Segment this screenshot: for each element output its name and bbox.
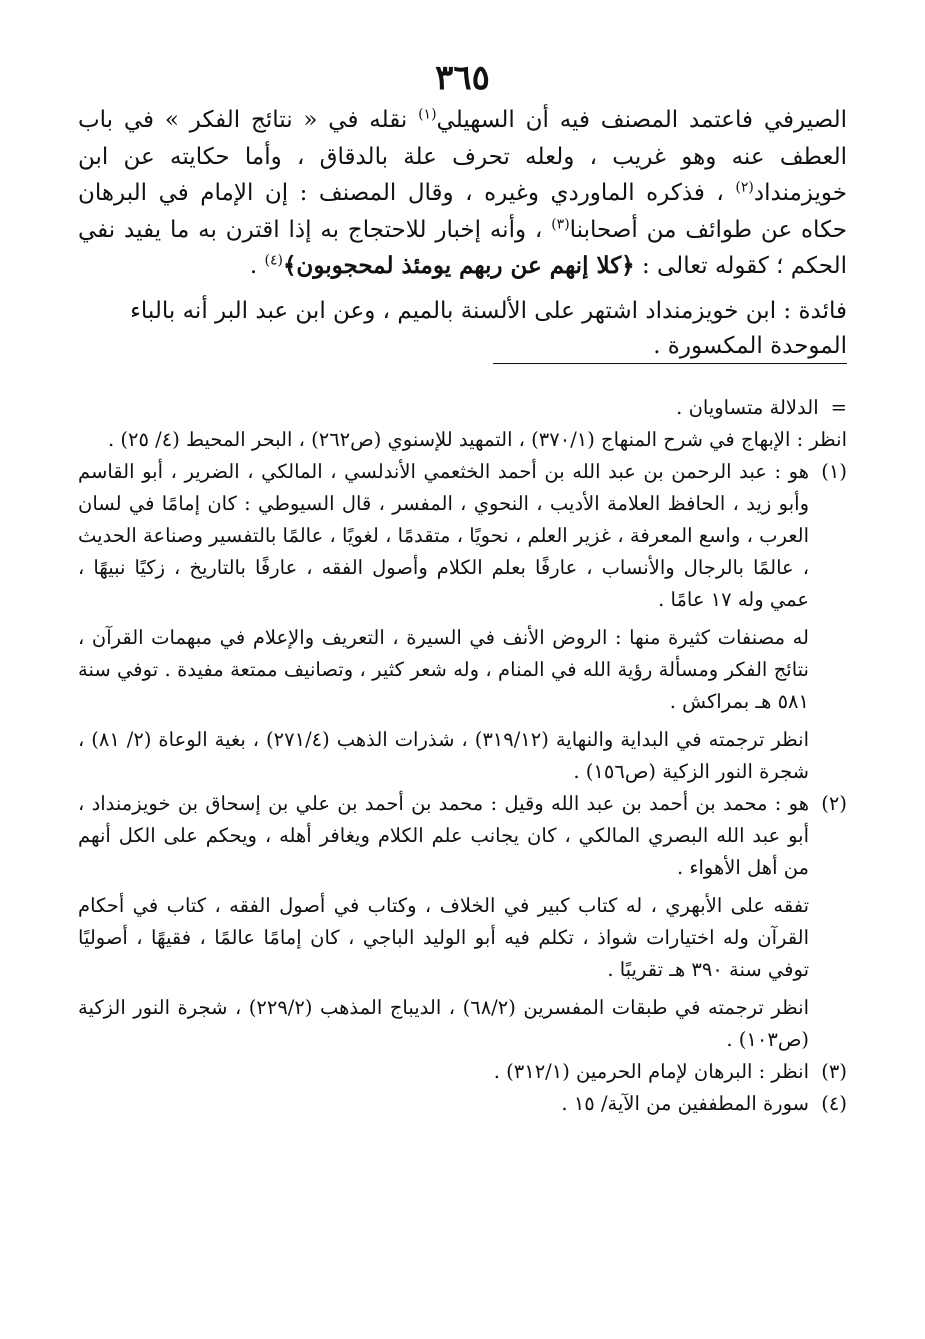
footnote-paragraph: هو : محمد بن أحمد بن عبد الله وقيل : محمد بن أحمد بن علي بن إسحاق بن خويزمنداد ، أبو عبد الله البصري المالكي ، كان يجانب علم الكلام ويغافر أهله ، ويحكم على الكل أنهم من أهل الأهواء . — [78, 792, 809, 879]
footnote-3 — [78, 1056, 847, 1088]
continuation-line — [78, 392, 847, 424]
continuation-mark: = — [830, 396, 847, 419]
footnote-body — [78, 456, 809, 788]
main-text-segment: . — [249, 253, 265, 279]
footnote-body — [78, 1088, 809, 1120]
footnote-number: (٢) — [821, 792, 847, 815]
footnote-paragraph: تفقه على الأبهري ، له كتاب كبير في الخلاف ، وكتاب في أصول الفقه ، كتاب في أحكام القرآن وله اختيارات شواذ ، تكلم فيه أبو الوليد الباجي ، كان إمامًا عالمًا ، فقيهًا ، أصوليًا توفي سنة ٣٩٠ هـ تقريبًا . — [78, 894, 809, 981]
main-text-segment: ، وأنه إخبار للاحتجاج به إذا اقترن به ما يفيد نفي الحكم ؛ كقوله تعالى : — [78, 216, 847, 279]
footnote-paragraph: انظر ترجمته في طبقات المفسرين (٦٨/٢) ، الديباج المذهب (٢٢٩/٢) ، شجرة النور الزكية (ص١٠٣) . — [78, 996, 809, 1051]
main-paragraph — [78, 102, 847, 285]
continuation-reference: انظر : الإبهاج في شرح المنهاج (٣٧٠/١) ، التمهيد للإسنوي (ص٢٦٢) ، البحر المحيط (٤/ ٢٥) . — [107, 428, 847, 451]
footnote-paragraph: سورة المطففين من الآية/ ١٥ . — [561, 1092, 809, 1115]
footnote-4 — [78, 1088, 847, 1120]
benefit-last-line — [78, 329, 847, 364]
footnote-number: (٣) — [821, 1060, 847, 1083]
footnote-ref-4[interactable]: (٤) — [264, 252, 283, 269]
footnote-ref-1[interactable]: (١) — [418, 106, 437, 123]
benefit-text-underlined: الموحدة المكسورة . — [493, 329, 847, 364]
footnote-continuation — [78, 392, 847, 456]
main-text-segment: نقله في « نتائج الفكر » في باب العطف عنه وهو غريب ، ولعله تحرف علة بالدقاق ، وأما حكايته عن ابن خويزمنداد — [78, 107, 847, 206]
footnote-ref-2[interactable]: (٢) — [735, 179, 754, 196]
footnote-ref-3[interactable]: (٣) — [551, 215, 570, 232]
main-text-segment: ، فذكره الماوردي وغيره ، وقال المصنف : إن الإمام في البرهان حكاه عن طوائف من أصحابنا — [78, 180, 847, 243]
benefit-text: فائدة : ابن خويزمنداد اشتهر على الألسنة بالميم ، وعن ابن عبد البر أنه بالباء — [130, 297, 847, 324]
footnote-number: (٤) — [821, 1092, 847, 1115]
footnote-paragraph: انظر ترجمته في البداية والنهاية (٣١٩/١٢) ، شذرات الذهب (٢٧١/٤) ، بغية الوعاة (٢/ ٨١) ، شجرة النور الزكية (ص١٥٦) . — [78, 728, 809, 783]
footnotes-section — [78, 392, 847, 1120]
footnote-1 — [78, 456, 847, 788]
page-number: ٣٦٥ — [435, 58, 490, 98]
footnote-body — [78, 1056, 809, 1088]
main-text-segment: الصيرفي فاعتمد المصنف فيه أن السهيلي — [436, 107, 847, 133]
main-text — [78, 102, 847, 364]
footnote-body — [78, 788, 809, 1056]
footnote-paragraph: له مصنفات كثيرة منها : الروض الأنف في السيرة ، التعريف والإعلام في مبهمات القرآن ، نتائج الفكر ومسألة رؤية الله في المنام ، وله شعر كثير ، وتصانيف ممتعة مفيدة . توفي سنة ٥٨١ هـ بمراكش . — [78, 626, 809, 713]
continuation-text: الدلالة متساويان . — [676, 396, 819, 419]
footnote-number: (١) — [821, 460, 847, 483]
footnote-2 — [78, 788, 847, 1056]
footnote-paragraph: انظر : البرهان لإمام الحرمين (٣١٢/١) . — [493, 1060, 809, 1083]
benefit-note — [78, 293, 847, 330]
quran-verse: ﴿كلا إنهم عن ربهم يومئذ لمحجوبون﴾ — [282, 252, 635, 279]
footnote-paragraph: هو : عبد الرحمن بن عبد الله بن أحمد الخثعمي الأندلسي ، المالكي ، الضرير ، أبو القاسم وأبو زيد ، الحافظ العلامة الأديب ، النحوي ، المفسر ، قال السيوطي : كان إمامًا في لسان العرب ، واسع المعرفة ، غزير العلم ، نحويًا ، متقدمًا ، لغويًا ، عالمًا بالتفسير وصناعة الحديث ، عالمًا بالرجال والأنساب ، عارفًا بعلم الكلام وأصول الفقه ، عارفًا بالتاريخ ، زكيًا نبيهًا ، عمي وله ١٧ عامًا . — [78, 460, 810, 611]
